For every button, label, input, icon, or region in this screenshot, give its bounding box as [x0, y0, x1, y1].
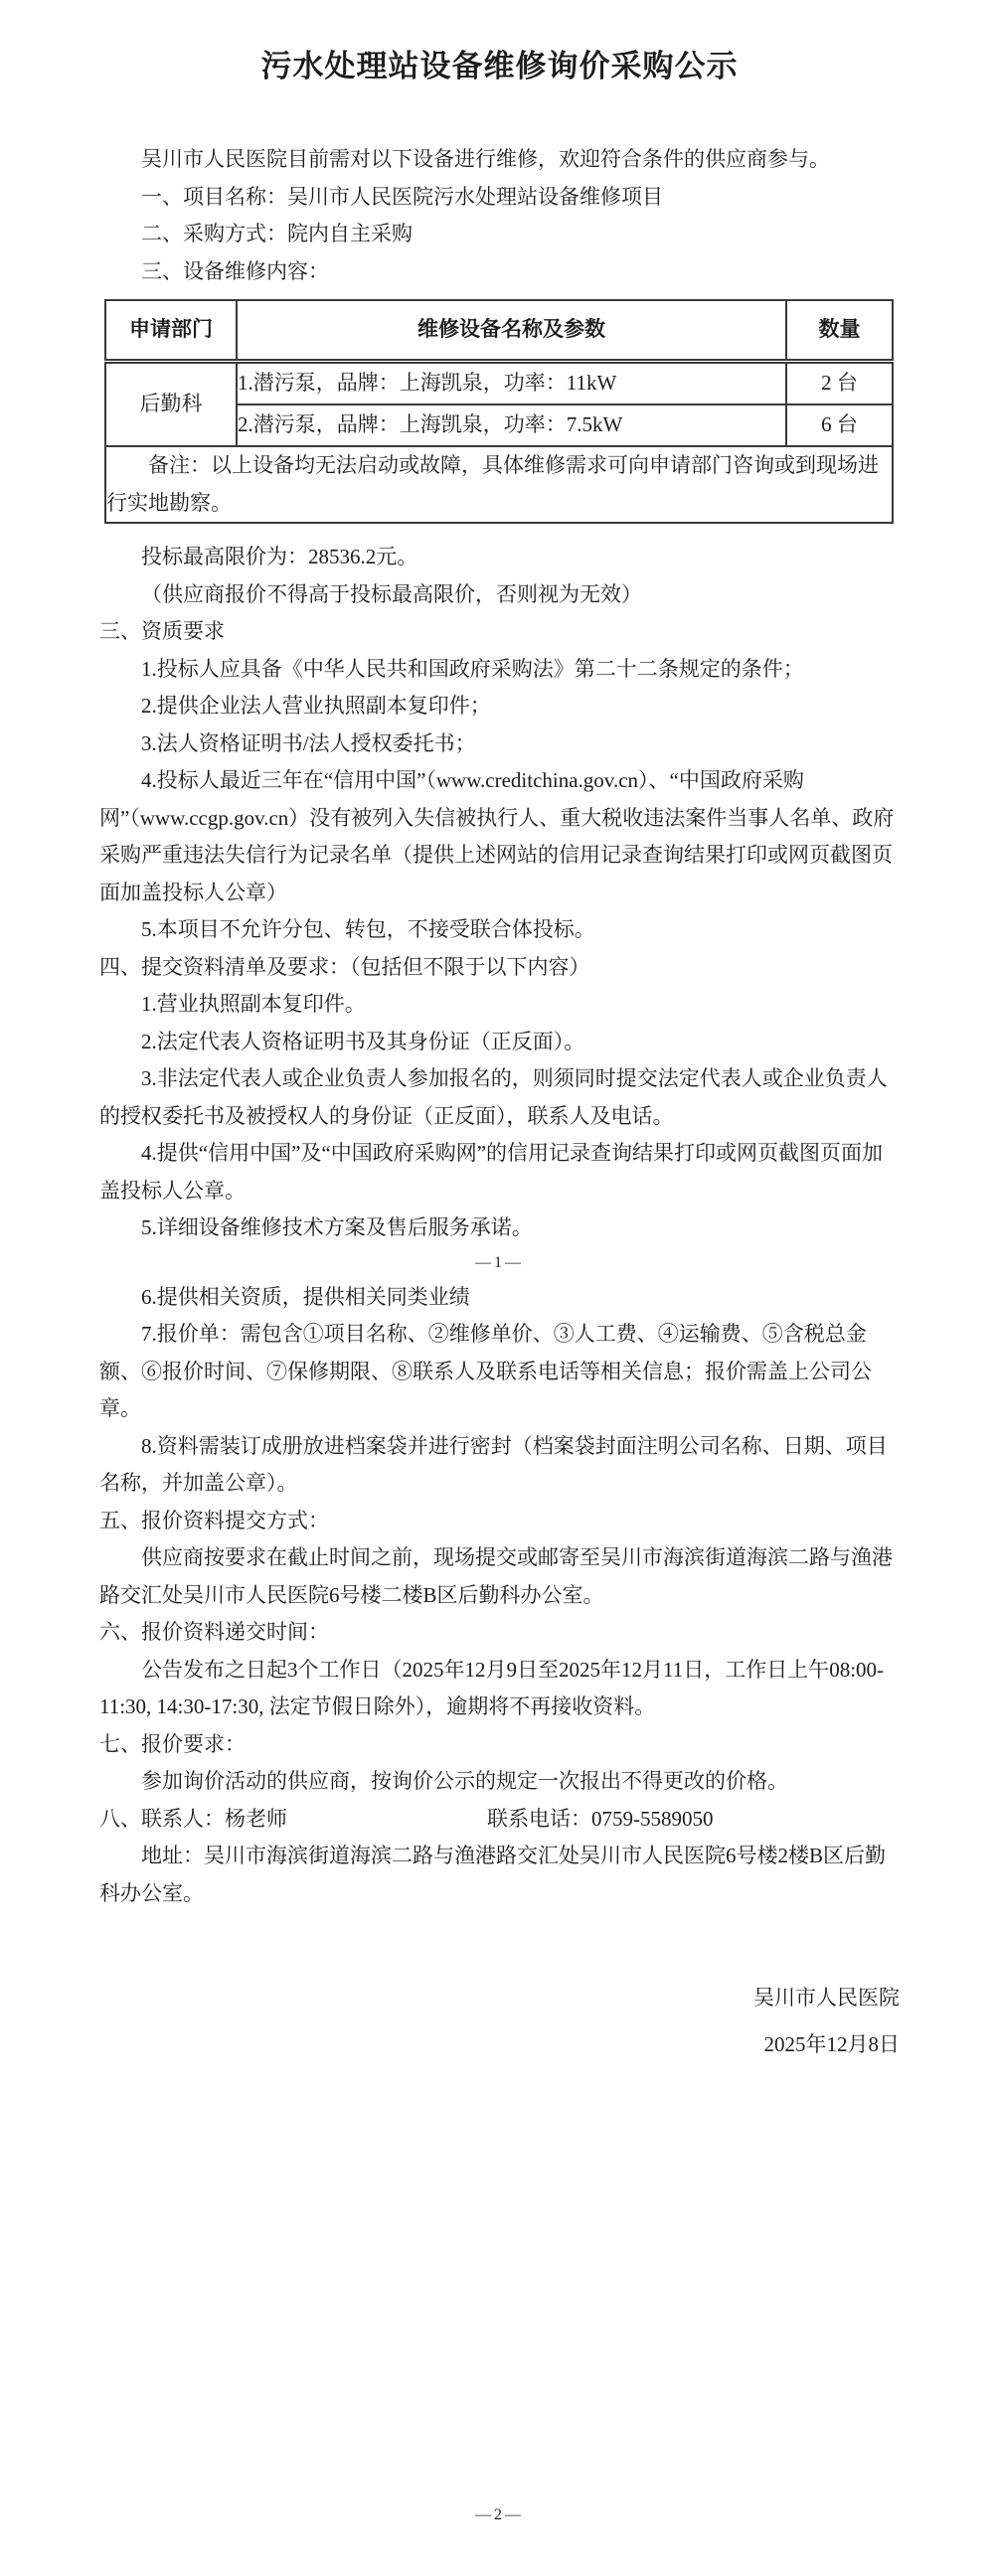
- page-number: —2—: [475, 2506, 524, 2523]
- paragraph: 三、资质要求: [99, 619, 225, 643]
- paragraph: （供应商报价不得高于投标最高限价，否则视为无效）: [141, 581, 642, 606]
- paragraph: 6.提供相关资质，提供相关同类业绩: [141, 1284, 470, 1309]
- paragraph: 投标最高限价为：28536.2元。: [141, 545, 418, 568]
- paragraph: 地址：吴川市海滨街道海滨二路与渔港路交汇处吴川市人民医院6号楼2楼B区后勤科办公室。: [99, 1844, 887, 1905]
- body-section: [99, 539, 900, 1912]
- table-header-department: 申请部门: [105, 300, 237, 362]
- paragraph: 五、报价资料提交方式：: [99, 1508, 329, 1532]
- table-header-equipment: 维修设备名称及参数: [237, 300, 786, 362]
- table-header-quantity: 数量: [786, 300, 893, 362]
- signature-org: 吴川市人民医院: [753, 1986, 900, 2010]
- table-note-row: [105, 446, 893, 523]
- signature-block: [99, 1980, 900, 2063]
- page-title: 污水处理站设备维修询价采购公示: [260, 49, 739, 83]
- department-cell: 后勤科: [105, 362, 237, 447]
- contact-person: 八、联系人：杨老师: [99, 1806, 287, 1831]
- contact-line: [99, 1801, 900, 1839]
- paragraph: 二、采购方式：院内自主采购: [141, 222, 413, 245]
- paragraph: 公告发布之日起3个工作日（2025年12月9日至2025年12月11日，工作日上午08:00-11:30, 14:30-17:30, 法定节假日除外），逾期将不再接收资料。: [99, 1657, 885, 1718]
- contact-phone: 联系电话：0759-5589050: [487, 1806, 714, 1831]
- signature-date: 2025年12月8日: [763, 2031, 900, 2056]
- paragraph: 吴川市人民医院目前需对以下设备进行维修，欢迎符合条件的供应商参与。: [141, 147, 830, 171]
- equipment-name-cell: 1.潜污泵，品牌：上海凯泉，功率：11kW: [237, 362, 786, 405]
- paragraph: 参加询价活动的供应商，按询价公示的规定一次报出不得更改的价格。: [141, 1769, 788, 1793]
- paragraph: 四、提交资料清单及要求：（包括但不限于以下内容）: [99, 954, 590, 979]
- intro-section: [99, 141, 900, 290]
- equipment-table: [104, 299, 894, 524]
- paragraph: 三、设备维修内容：: [141, 258, 329, 283]
- paragraph: 供应商按要求在截止时间之前，现场提交或邮寄至吴川市海滨街道海滨二路与渔港路交汇处吴川市人民医院6号楼二楼B区后勤科办公室。: [99, 1545, 893, 1607]
- paragraph: 2.提供企业法人营业执照副本复印件；: [141, 694, 491, 718]
- table-row: [105, 362, 893, 405]
- paragraph: 3.非法定代表人或企业负责人参加报名的，则须同时提交法定代表人或企业负责人的授权委托书及被授权人的身份证（正反面），联系人及电话。: [99, 1066, 888, 1128]
- paragraph: 5.详细设备维修技术方案及售后服务承诺。: [141, 1215, 533, 1239]
- table-header-row: [105, 300, 893, 362]
- paragraph: 3.法人资格证明书/法人授权委托书；: [141, 730, 476, 755]
- paragraph: 7.报价单：需包含①项目名称、②维修单价、③人工费、④运输费、⑤含税总金额、⑥报价时间、⑦保修期限、⑧联系人及联系电话等相关信息；报价需盖上公司公章。: [99, 1322, 872, 1420]
- paragraph: 1.投标人应具备《中华人民共和国政府采购法》第二十二条规定的条件；: [141, 656, 804, 681]
- page-number: —1—: [475, 1253, 524, 1271]
- paragraph: 一、项目名称：吴川市人民医院污水处理站设备维修项目: [141, 184, 663, 209]
- equipment-name-cell: 2.潜污泵，品牌：上海凯泉，功率：7.5kW: [237, 404, 786, 446]
- quantity-cell: 6 台: [786, 404, 893, 446]
- paragraph: 8.资料需装订成册放进档案袋并进行密封（档案袋封面注明公司名称、日期、项目名称，并加盖公章）。: [99, 1433, 888, 1495]
- quantity-cell: 2 台: [786, 362, 893, 405]
- paragraph: 1.营业执照副本复印件。: [141, 992, 366, 1016]
- table-note-cell: 备注：以上设备均无法启动或故障，具体维修需求可向申请部门咨询或到现场进行实地勘察。: [105, 446, 893, 523]
- paragraph: 4.提供“信用中国”及“中国政府采购网”的信用记录查询结果打印或网页截图页面加盖投标人公章。: [99, 1141, 884, 1203]
- paragraph: 4.投标人最近三年在“信用中国”（www.creditchina.gov.cn）、“中国政府采购网”（www.ccgp.gov.cn）没有被列入失信被执行人、重大税收违法案件当事人名单、政府采购严重违法失信行为记录名单（提供上述网站的信用记录查询结果打印或网页截图页面加盖投标人公章）: [99, 768, 895, 904]
- paragraph: 2.法定代表人资格证明书及其身份证（正反面）。: [141, 1029, 585, 1053]
- paragraph: 六、报价资料递交时间：: [99, 1620, 329, 1644]
- paragraph: 5.本项目不允许分包、转包，不接受联合体投标。: [141, 917, 595, 941]
- paragraph: 七、报价要求：: [99, 1731, 246, 1756]
